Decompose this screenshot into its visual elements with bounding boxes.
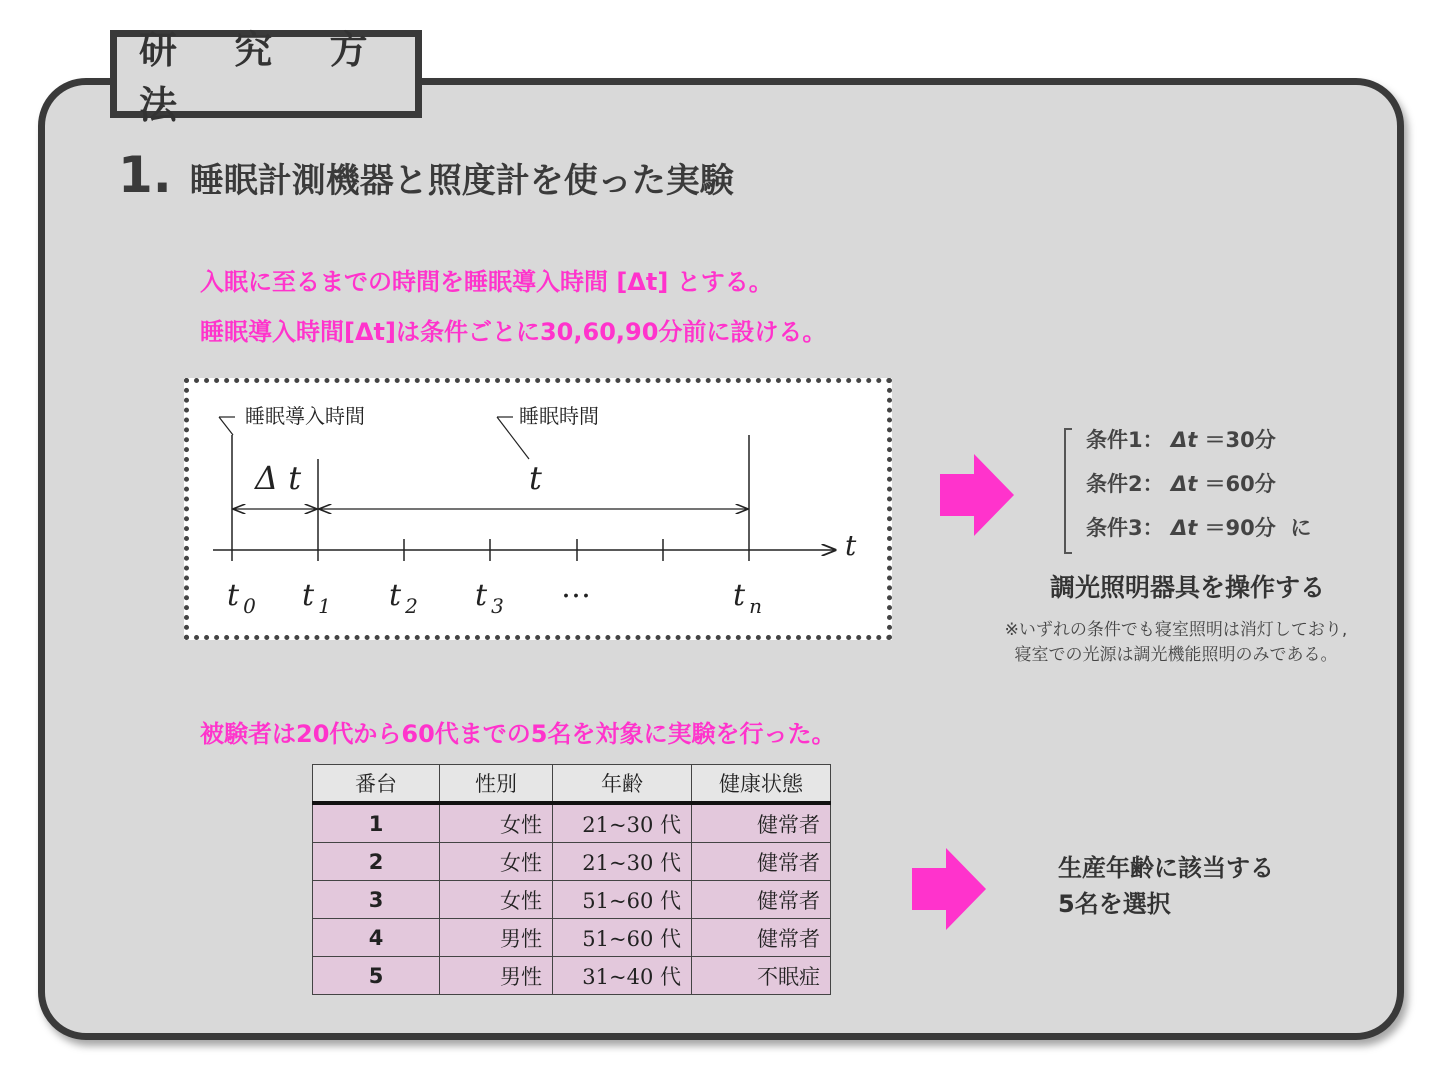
table-header-row <box>313 765 831 804</box>
note-line-2: 寝室での光源は調光機能照明のみである。 <box>1014 645 1338 665</box>
delta-t-label: Δ t <box>255 459 302 497</box>
tick-label-ellipsis: … <box>561 570 591 605</box>
tick-label-tn: t $_n$ <box>733 578 762 618</box>
axis-label: t <box>845 529 857 562</box>
heading-title: 睡眠計測機器と照度計を使った実験 <box>189 161 734 201</box>
header-number: 番台 <box>313 765 440 804</box>
subjects-intro: 被験者は20代から60代までの5名を対象に実験を行った。 <box>200 720 836 748</box>
condition-1: 条件1： Δt ＝30分 <box>1086 428 1276 452</box>
result-line-2: 5名を選択 <box>1058 890 1171 918</box>
subjects-table <box>312 764 831 995</box>
result-line-1: 生産年齢に該当する <box>1058 854 1274 882</box>
table-row: 5 男性 31~40 代 不眠症 <box>313 957 831 995</box>
table-row: 3 女性 51~60 代 健常者 <box>313 881 831 919</box>
section-heading <box>118 146 734 204</box>
header-age: 年齢 <box>553 765 692 804</box>
table-row: 4 男性 51~60 代 健常者 <box>313 919 831 957</box>
table-row: 1 女性 21~30 代 健常者 <box>313 803 831 843</box>
tick-label-t0: t $_0$ <box>227 578 256 618</box>
label-induction: 睡眠導入時間 <box>245 404 365 428</box>
tick-label-t1: t $_1$ <box>302 578 331 618</box>
label-sleep: 睡眠時間 <box>519 404 599 428</box>
intro-line-1: 入眠に至るまでの時間を睡眠導入時間 [Δt] とする。 <box>200 268 773 296</box>
t-span-label: t <box>529 459 542 497</box>
induction-callout-line <box>219 417 233 435</box>
header-sex: 性別 <box>440 765 553 804</box>
header-health: 健康状態 <box>692 765 831 804</box>
right-arrow-icon <box>940 454 1016 536</box>
table-row: 2 女性 21~30 代 健常者 <box>313 843 831 881</box>
lighting-note <box>956 618 1396 668</box>
tick-label-t2: t $_2$ <box>389 578 418 618</box>
tick-label-t3: t $_3$ <box>475 578 504 618</box>
note-line-1: ※いずれの条件でも寝室照明は消灯しており, <box>1004 620 1348 640</box>
conditions-action: 調光照明器具を操作する <box>1050 573 1326 602</box>
intro-line-2: 睡眠導入時間[Δt]は条件ごとに30,60,90分前に設ける。 <box>200 318 827 346</box>
selection-result <box>1058 850 1274 922</box>
condition-3: 条件3： Δt ＝90分 に <box>1086 516 1312 540</box>
heading-number: 1. <box>118 146 172 204</box>
timeline-svg <box>189 383 887 635</box>
right-arrow-icon <box>912 848 988 930</box>
timeline-diagram <box>184 378 892 640</box>
condition-2: 条件2： Δt ＝60分 <box>1086 472 1276 496</box>
section-tab: 研 究 方 法 <box>110 30 422 118</box>
conditions-list <box>1064 424 1324 550</box>
bracket-icon <box>1064 428 1072 554</box>
